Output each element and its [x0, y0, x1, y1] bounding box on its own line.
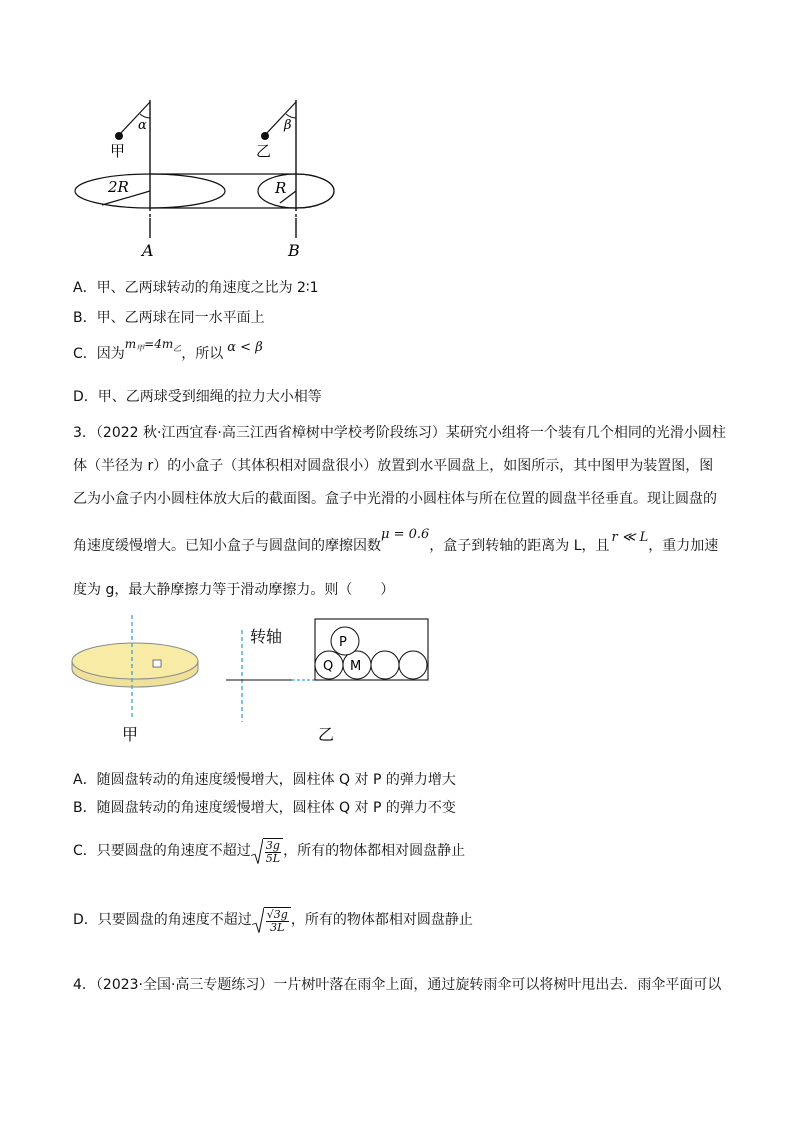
- cylinder-4: [371, 651, 399, 679]
- q3-stem-line-2: 体（半径为 r）的小盒子（其体积相对圆盘很小）放置到水平圆盘上，如图所示，其中图甲为装置图，图: [73, 458, 714, 474]
- fig-label-yi: 乙: [318, 725, 335, 744]
- belt-right: [150, 174, 334, 208]
- q3-stem-line-5: 度为 g，最大静摩擦力等于滑动摩擦力。则（ ）: [73, 582, 395, 598]
- ball-a-label: 甲: [110, 142, 126, 160]
- figure-disk-cylinders: [60, 610, 460, 745]
- cylinder-m-label: M: [350, 659, 362, 674]
- q3-option-d[interactable]: [73, 896, 473, 944]
- mass-relation: $m_甲=4m_乙$: [124, 337, 182, 353]
- friction-coefficient: μ = 0.6: [381, 527, 430, 542]
- sqrt-expression-c: [251, 838, 283, 865]
- cylinder-q-label: Q: [323, 659, 334, 674]
- q3-option-a[interactable]: A．随圆盘转动的角速度缓慢增大，圆柱体 Q 对 P 的弹力增大: [73, 772, 456, 788]
- q4-stem-line-1: 4．（2023·全国·高三专题练习）一片树叶落在雨伞上面，通过旋转雨伞可以将树叶甩出去．雨伞平面可以: [73, 977, 722, 993]
- frac-c-num: 3g: [265, 838, 280, 852]
- ball-b-label: 乙: [256, 142, 272, 160]
- cylinder-5: [399, 651, 427, 679]
- q2-option-c-mid: ，所以: [181, 346, 224, 362]
- q3-option-b[interactable]: B．随圆盘转动的角速度缓慢增大，圆柱体 Q 对 P 的弹力不变: [73, 800, 456, 816]
- q2-option-b[interactable]: B．甲、乙两球在同一水平面上: [73, 310, 265, 326]
- radius-condition: r ≪ L: [611, 530, 649, 545]
- q3-option-c-post: ，所有的物体都相对圆盘静止: [283, 843, 466, 859]
- q3-option-c-pre: C．只要圆盘的角速度不超过: [73, 843, 251, 859]
- frac-c-den: 5L: [265, 851, 281, 865]
- q2-option-c-prefix: C．因为: [73, 346, 125, 362]
- radius-b-label: R: [275, 179, 287, 197]
- angle-b-label: β: [284, 118, 292, 133]
- axis-label: 转轴: [250, 627, 283, 646]
- q2-option-c[interactable]: [73, 337, 263, 369]
- fig-label-jia: 甲: [122, 725, 139, 744]
- sqrt-expression-d: [252, 907, 291, 934]
- frac-d-num: √3g: [266, 907, 288, 921]
- small-box: [153, 660, 161, 667]
- ball-a: [115, 132, 123, 140]
- angle-a-label: α: [138, 118, 147, 133]
- disk-top: [72, 643, 198, 679]
- axis-b-label: B: [288, 241, 300, 260]
- figure-pendulum-pulleys: [60, 90, 360, 265]
- angle-inequality: α < β: [227, 340, 263, 355]
- axis-a-label: A: [142, 241, 154, 260]
- cylinder-p-label: P: [339, 635, 347, 650]
- q3-stem-line-4: 角速度缓慢增大。已知小盒子与圆盘间的摩擦因数μ = 0.6，盒子到转轴的距离为 L，且r ≪ L，重力加速: [73, 527, 719, 554]
- radius-a-label: 2R: [108, 178, 129, 196]
- q2-option-a[interactable]: A．甲、乙两球转动的角速度之比为 2∶1: [73, 280, 319, 296]
- q3-option-d-pre: D．只要圆盘的角速度不超过: [73, 912, 252, 928]
- q3-stem-line-1: 3．（2022 秋·江西宜春·高三江西省樟树中学校考阶段练习）某研究小组将一个装有几个相同的光滑小圆柱: [73, 425, 726, 441]
- q2-option-d[interactable]: D．甲、乙两球受到细绳的拉力大小相等: [73, 389, 322, 405]
- frac-d-den: 3L: [270, 920, 285, 934]
- q3-option-d-post: ，所有的物体都相对圆盘静止: [290, 912, 473, 928]
- q3-option-c[interactable]: [73, 829, 465, 873]
- q3-stem-line-3: 乙为小盒子内小圆柱体放大后的截面图。盒子中光滑的小圆柱体与所在位置的圆盘半径垂直。现让圆盘的: [73, 491, 717, 507]
- ball-b: [261, 132, 269, 140]
